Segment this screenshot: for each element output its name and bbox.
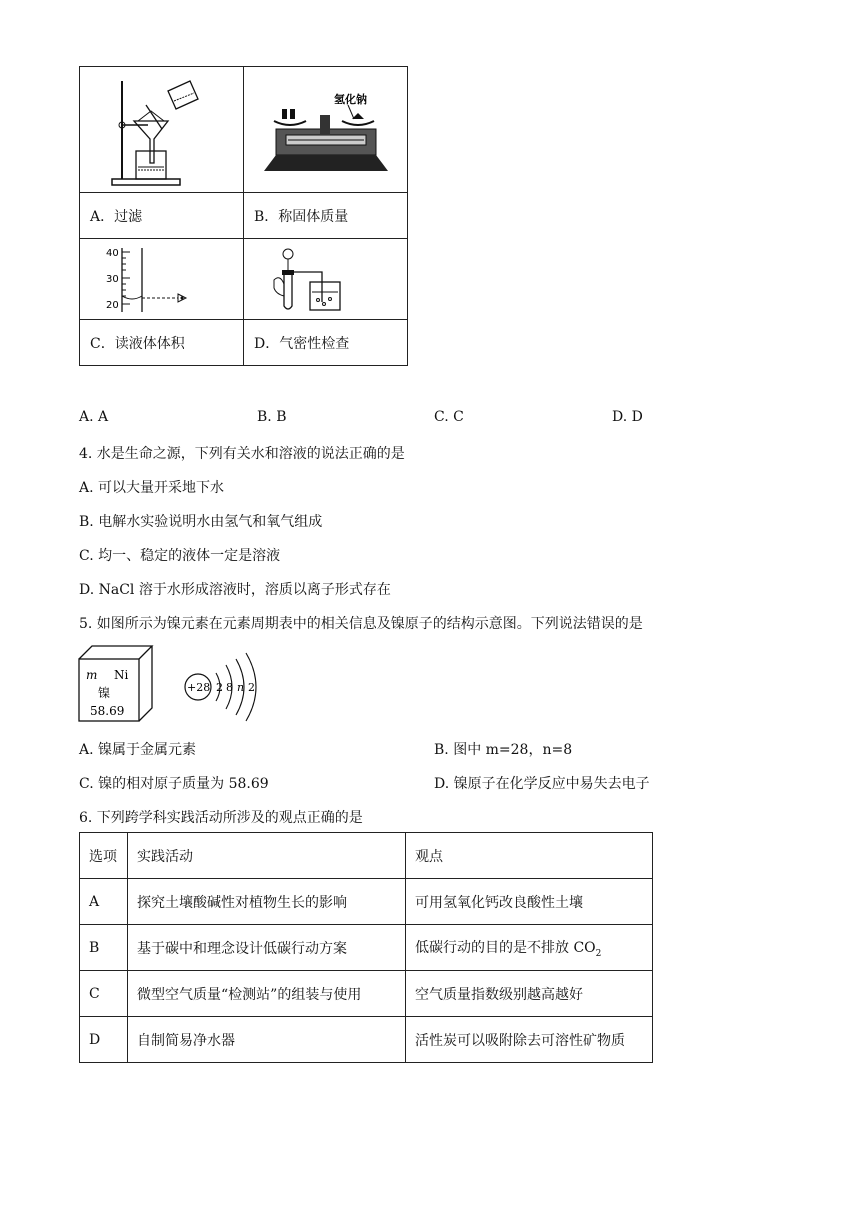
row-option: C [80,971,128,1017]
q6-table [79,832,653,1063]
row-activity: 自制简易净水器 [128,1017,406,1063]
row-view: 活性炭可以吸附除去可溶性矿物质 [406,1017,653,1063]
q3-answer-a: A. A [79,409,109,425]
q5-option-b: B. 图中 m=28，n=8 [434,742,573,758]
header-view: 观点 [406,833,653,879]
row-activity: 基于碳中和理念设计低碳行动方案 [128,925,406,971]
balance-apparatus-icon [256,71,396,189]
shell-4-count: 2 [248,681,255,694]
option-d-label: D．气密性检查 [244,320,408,366]
element-m: m [86,668,98,682]
q5-option-a: A. 镍属于金属元素 [79,742,197,758]
row-option: D [80,1017,128,1063]
row-option: A [80,879,128,925]
table-header-row [80,833,653,879]
filtration-apparatus-icon [102,71,222,189]
q4-option-c: C. 均一、稳定的液体一定是溶液 [79,548,281,564]
q4-option-b: B. 电解水实验说明水由氢气和氧气组成 [79,514,323,530]
graduated-cylinder-figure [80,239,244,320]
shell-1-count: 2 [216,681,223,694]
airtightness-figure [244,239,408,320]
q5-option-d: D. 镍原子在化学反应中易失去电子 [434,776,650,792]
header-activity: 实践活动 [128,833,406,879]
scale-40: 40 [105,248,119,259]
scale-20: 20 [105,300,119,311]
q3-answer-d: D. D [612,409,643,425]
row-activity: 探究土壤酸碱性对植物生长的影响 [128,879,406,925]
q3-answer-b: B. B [257,409,287,425]
shell-2-count: 8 [226,681,233,694]
option-a-label: A．过滤 [80,193,244,239]
airtightness-apparatus-icon [266,244,386,314]
filtration-figure [80,67,244,193]
q4-stem: 4. 水是生命之源，下列有关水和溶液的说法正确的是 [79,446,405,462]
row-view: 空气质量指数级别越高越好 [406,971,653,1017]
header-option: 选项 [80,833,128,879]
table-row [80,925,653,971]
row-option: B [80,925,128,971]
q5-figure [78,645,278,725]
scale-30: 30 [105,274,119,285]
balance-figure [244,67,408,193]
table-row [80,1017,653,1063]
table-row [80,879,653,925]
row-view [406,925,653,971]
graduated-cylinder-icon [102,244,222,314]
row-activity: 微型空气质量“检测站”的组装与使用 [128,971,406,1017]
q6-stem: 6. 下列跨学科实践活动所涉及的观点正确的是 [79,810,363,826]
atom-structure-diagram [185,653,256,721]
q3-options-table [79,66,408,366]
shell-3-count: n [237,681,245,694]
q5-stem: 5. 如图所示为镍元素在元素周期表中的相关信息及镍原子的结构示意图。下列说法错误的是 [79,616,643,632]
option-b-label: B．称固体质量 [244,193,408,239]
element-mass: 58.69 [90,704,125,718]
option-c-label: C．读液体体积 [80,320,244,366]
co2-subscript: 2 [595,948,602,959]
element-tile [79,646,152,721]
element-symbol: Ni [114,668,129,682]
q5-option-c: C. 镍的相对原子质量为 58.69 [79,776,269,792]
q3-answer-c: C. C [434,409,464,425]
row-view: 可用氢氧化钙改良酸性土壤 [406,879,653,925]
q4-option-d: D. NaCl 溶于水形成溶液时，溶质以离子形式存在 [79,582,391,598]
nucleus-charge: +28 [187,681,211,694]
q4-option-a: A. 可以大量开采地下水 [79,480,225,496]
element-name: 镍 [98,686,111,700]
row-view-text: 低碳行动的目的是不排放 CO [415,939,596,956]
chemical-label: 氢化钠 [333,92,367,106]
table-row [80,971,653,1017]
